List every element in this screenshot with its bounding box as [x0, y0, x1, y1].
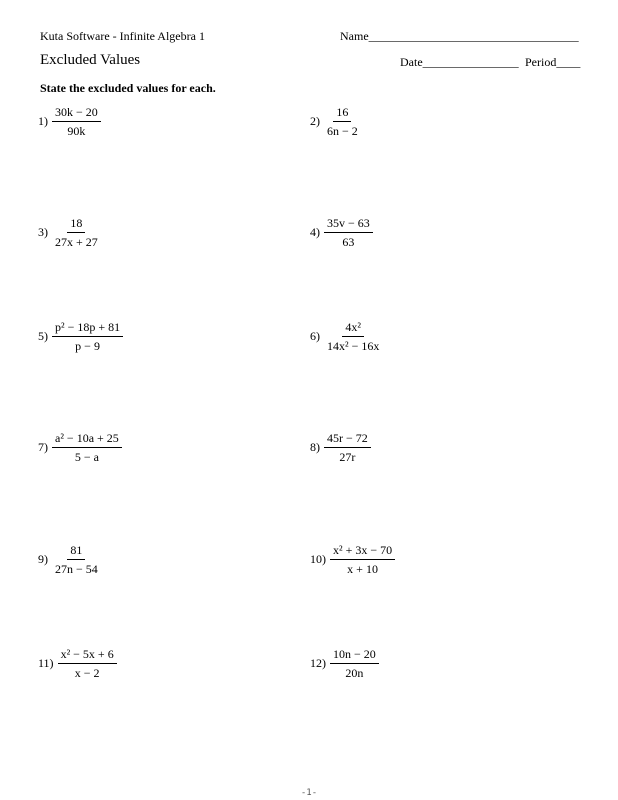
problem-number: 2)	[310, 114, 320, 128]
fraction	[52, 320, 123, 353]
denominator: 90k	[67, 124, 86, 138]
numerator: 18	[67, 216, 85, 233]
problem-number: 4)	[310, 225, 320, 239]
problem-number: 6)	[310, 329, 320, 343]
fraction	[324, 431, 371, 464]
problem-4	[310, 216, 373, 249]
fraction	[52, 543, 101, 576]
problem-10	[310, 543, 395, 576]
problem-6	[310, 320, 382, 353]
problem-9	[38, 543, 101, 576]
denominator: 27x + 27	[55, 235, 98, 249]
fraction	[58, 647, 117, 680]
problem-number: 1)	[38, 114, 48, 128]
period-field[interactable]: Period____	[525, 55, 581, 69]
denominator: p − 9	[75, 339, 100, 353]
denominator: 27r	[339, 450, 356, 464]
problem-number: 10)	[310, 552, 326, 566]
problem-number: 8)	[310, 440, 320, 454]
problem-number: 12)	[310, 656, 326, 670]
denominator: 6n − 2	[327, 124, 358, 138]
publisher-line: Kuta Software - Infinite Algebra 1	[40, 29, 205, 43]
fraction	[324, 105, 361, 138]
numerator: a² − 10a + 25	[52, 431, 122, 448]
denominator: x − 2	[74, 666, 100, 680]
numerator: 10n − 20	[330, 647, 379, 664]
problem-number: 9)	[38, 552, 48, 566]
denominator: 63	[342, 235, 355, 249]
problem-12	[310, 647, 379, 680]
problem-number: 11)	[38, 656, 54, 670]
worksheet-title: Excluded Values	[40, 52, 141, 68]
fraction	[330, 543, 395, 576]
fraction	[324, 216, 373, 249]
problem-7	[38, 431, 122, 464]
numerator: 45r − 72	[324, 431, 371, 448]
instructions: State the excluded values for each.	[40, 81, 216, 95]
numerator: x² + 3x − 70	[330, 543, 395, 560]
fraction	[52, 431, 122, 464]
numerator: 81	[67, 543, 85, 560]
problem-8	[310, 431, 371, 464]
denominator: x + 10	[347, 562, 378, 576]
fraction	[52, 105, 101, 138]
denominator: 14x² − 16x	[327, 339, 380, 353]
name-field[interactable]: Name___________________________________	[340, 29, 579, 43]
page-number: -1-	[300, 788, 318, 798]
denominator: 20n	[345, 666, 364, 680]
problem-number: 3)	[38, 225, 48, 239]
problem-1	[38, 105, 101, 138]
problem-number: 7)	[38, 440, 48, 454]
problem-3	[38, 216, 101, 249]
date-field[interactable]: Date________________	[400, 55, 519, 69]
numerator: x² − 5x + 6	[58, 647, 117, 664]
fraction	[52, 216, 101, 249]
numerator: p² − 18p + 81	[52, 320, 123, 337]
numerator: 30k − 20	[52, 105, 101, 122]
numerator: 35v − 63	[324, 216, 373, 233]
denominator: 5 − a	[74, 450, 99, 464]
fraction	[324, 320, 382, 353]
problem-2	[310, 105, 361, 138]
numerator: 16	[333, 105, 351, 122]
problem-11	[38, 647, 117, 680]
problem-5	[38, 320, 123, 353]
denominator: 27n − 54	[55, 562, 98, 576]
problem-number: 5)	[38, 329, 48, 343]
fraction	[330, 647, 379, 680]
numerator: 4x²	[342, 320, 364, 337]
